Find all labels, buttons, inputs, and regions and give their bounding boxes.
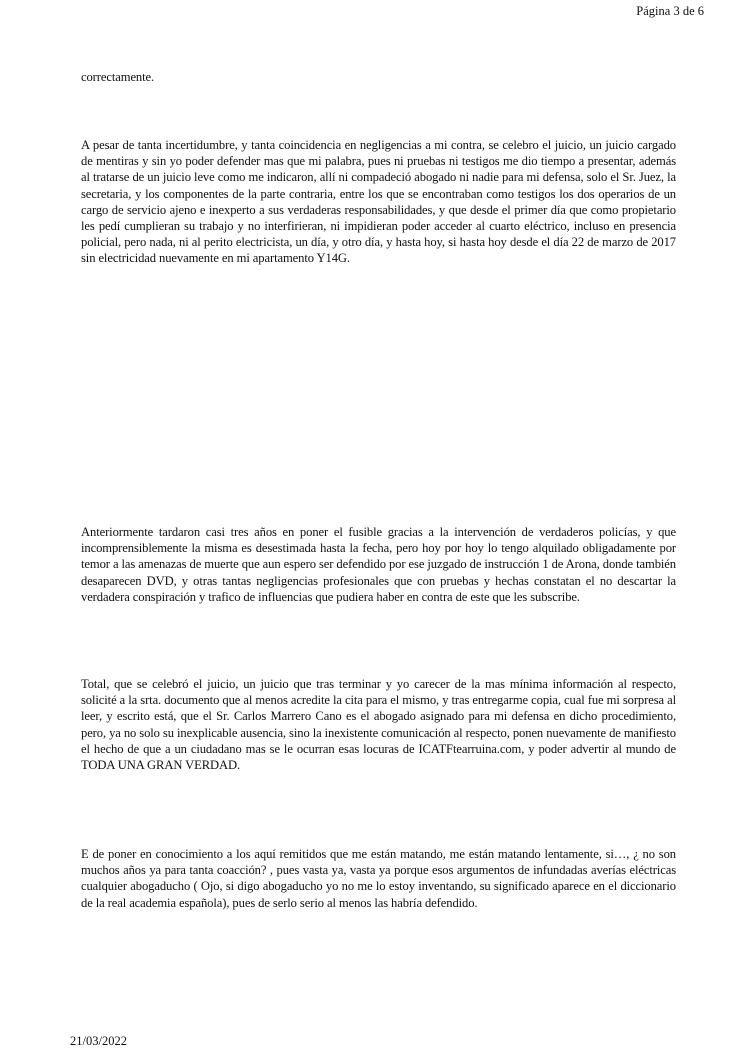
paragraph: A pesar de tanta incertidumbre, y tanta coincidencia en negligencias a mi contra, se celebro el juicio, un juicio cargado de mentiras y sin yo poder defender mas que mi palabra, pues ni pruebas ni testigos me dio tiempo a presentar, además al tratarse de un juicio leve como me indicaron, allí ni compadeció abogado ni nadie para mi defensa, solo el Sr. Juez, la secretaria, y los componentes de la parte contraria, entre los que se encontraban como testigos los dos operarios de un cargo de servicio ajeno e inexperto a sus verdaderas responsabilidades, y que desde el primer día que como propietario les pedí cumplieran su trabajo y no interfirieran, ni impidieran poder acceder al cuarto eléctrico, incluso en presencia policial, pero nada, ni al perito electricista, un día, y otro día, y hasta hoy, si hasta hoy desde el día 22 de marzo de 2017 sin electricidad nuevamente en mi apartamento Y14G. [81,138,676,266]
page-number: Página 3 de 6 [636,4,704,18]
footer-date: 21/03/2022 [70,1034,127,1048]
paragraph: Total, que se celebró el juicio, un juicio que tras terminar y yo carecer de la mas mínima información al respecto, solicité a la srta. documento que al menos acredite la cita para el mismo, y tras entregarme copia, cual fue mi sorpresa al leer, y escrito está, que el Sr. Carlos Marrero Cano es el abogado asignado para mi defensa en dicho procedimiento, pero, ya no solo su inexplicable ausencia, sino la inexistente comunicación al respecto, ponen nuevamente de manifiesto el hecho de que a un ciudadano mas se le ocurran esas locuras de ICATFtearruina.com, y poder advertir al mundo de TODA UNA GRAN VERDAD. [81,677,676,773]
paragraph: Anteriormente tardaron casi tres años en poner el fusible gracias a la intervención de verdaderos policías, y que incomprensiblemente la misma es desestimada hasta la fecha, pero hoy por hoy lo tengo alquilado obligadamente por temor a las amenazas de muerte que aun espero ser defendido por ese juzgado de instrucción 1 de Arona, donde también desaparecen DVD, y otras tantas negligencias profesionales que con pruebas y hechas constatan el no descartar la verdadera conspiración y trafico de influencias que pudiera haber en contra de este que les subscribe. [81,525,676,604]
paragraph: E de poner en conocimiento a los aquí remitidos que me están matando, me están matando lentamente, si…, ¿ no son muchos años ya para tanta coacción? , pues vasta ya, vasta ya porque esos argumentos de infundadas averías eléctricas cualquier abogaducho ( Ojo, si digo abogaducho yo no me lo estoy inventando, su significado aparece en el diccionario de la real academia española), pues de serlo serio al menos las habría defendido. [81,847,676,910]
paragraph: correctamente. [81,70,155,84]
